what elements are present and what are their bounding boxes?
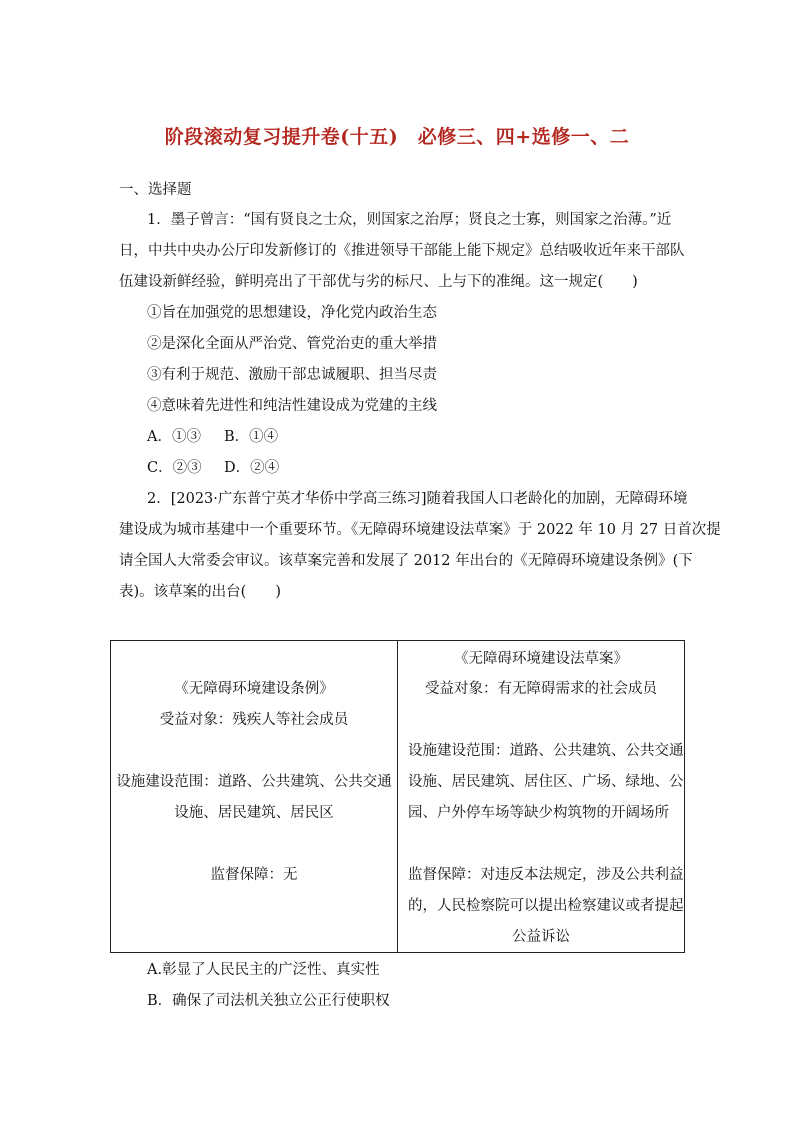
- regulation-beneficiary: 受益对象：残疾人等社会成员: [159, 712, 349, 728]
- q1-stem-line-1: 1．墨子曾言：“国有贤良之士众，则国家之治厚；贤良之士寡，则国家之治薄。”近: [147, 212, 672, 228]
- q1-statement-2: ②是深化全面从严治党、管党治吏的重大举措: [147, 336, 437, 352]
- draft-law-beneficiary: 受益对象：有无障碍需求的社会成员: [425, 681, 657, 697]
- regulation-title: 《无障碍环境建设条例》: [174, 681, 334, 697]
- section-heading: 一、选择题: [119, 182, 192, 198]
- draft-law-supervision-line-2: 的，人民检察院可以提出检察建议或者提起: [408, 898, 684, 914]
- draft-law-supervision-line-3: 公益诉讼: [512, 929, 570, 945]
- q2-stem-line-1: 2．[2023·广东普宁英才华侨中学高三练习]随着我国人口老龄化的加剧，无障碍环境: [147, 491, 688, 507]
- comparison-table: [110, 640, 685, 953]
- q2-stem-line-3: 请全国人大常委会审议。该草案完善和发展了 2012 年出台的《无障碍环境建设条例》(下: [119, 553, 693, 569]
- draft-law-scope-line-2: 设施、居民建筑、居住区、广场、绿地、公: [408, 774, 684, 790]
- draft-law-scope-line-3: 园、户外停车场等缺少构筑物的开阔场所: [408, 805, 669, 821]
- page-title: 阶段滚动复习提升卷(十五) 必修三、四+选修一、二: [164, 126, 630, 148]
- q1-statement-4: ④意味着先进性和纯洁性建设成为党建的主线: [147, 398, 437, 414]
- table-cell-regulation: [111, 641, 398, 953]
- q1-option-a: A．①③: [147, 429, 201, 445]
- draft-law-supervision-line-1: 监督保障：对违反本法规定，涉及公共利益: [408, 867, 684, 883]
- q1-statement-3: ③有利于规范、激励干部忠诚履职、担当尽责: [147, 367, 437, 383]
- q1-statement-1: ①旨在加强党的思想建设，净化党内政治生态: [147, 305, 437, 321]
- q1-option-c: C．②③: [147, 460, 202, 476]
- regulation-supervision: 监督保障：无: [210, 867, 298, 883]
- draft-law-title: 《无障碍环境建设法草案》: [454, 651, 628, 667]
- regulation-scope-line-1: 设施建设范围：道路、公共建筑、公共交通: [116, 774, 392, 790]
- q1-option-d: D．②④: [224, 460, 280, 476]
- q2-option-b: B．确保了司法机关独立公正行使职权: [147, 993, 390, 1009]
- q2-stem-line-2: 建设成为城市基建中一个重要环节。《无障碍环境建设法草案》于 2022 年 10 月 27 日首次提: [119, 522, 721, 538]
- q1-stem-line-2: 日，中共中央办公厅印发新修订的《推进领导干部能上能下规定》总结吸收近年来干部队: [119, 243, 685, 259]
- q1-stem-line-3: 伍建设新鲜经验，鲜明亮出了干部优与劣的标尺、上与下的准绳。这一规定( ): [119, 274, 638, 290]
- regulation-scope-line-2: 设施、居民建筑、居民区: [174, 805, 334, 821]
- table-cell-draft-law: [398, 641, 685, 953]
- draft-law-scope-line-1: 设施建设范围：道路、公共建筑、公共交通: [408, 743, 684, 759]
- q1-option-b: B．①④: [224, 429, 279, 445]
- q2-option-a: A.彰显了人民民主的广泛性、真实性: [147, 962, 380, 978]
- q2-stem-line-4: 表)。该草案的出台( ): [119, 584, 281, 600]
